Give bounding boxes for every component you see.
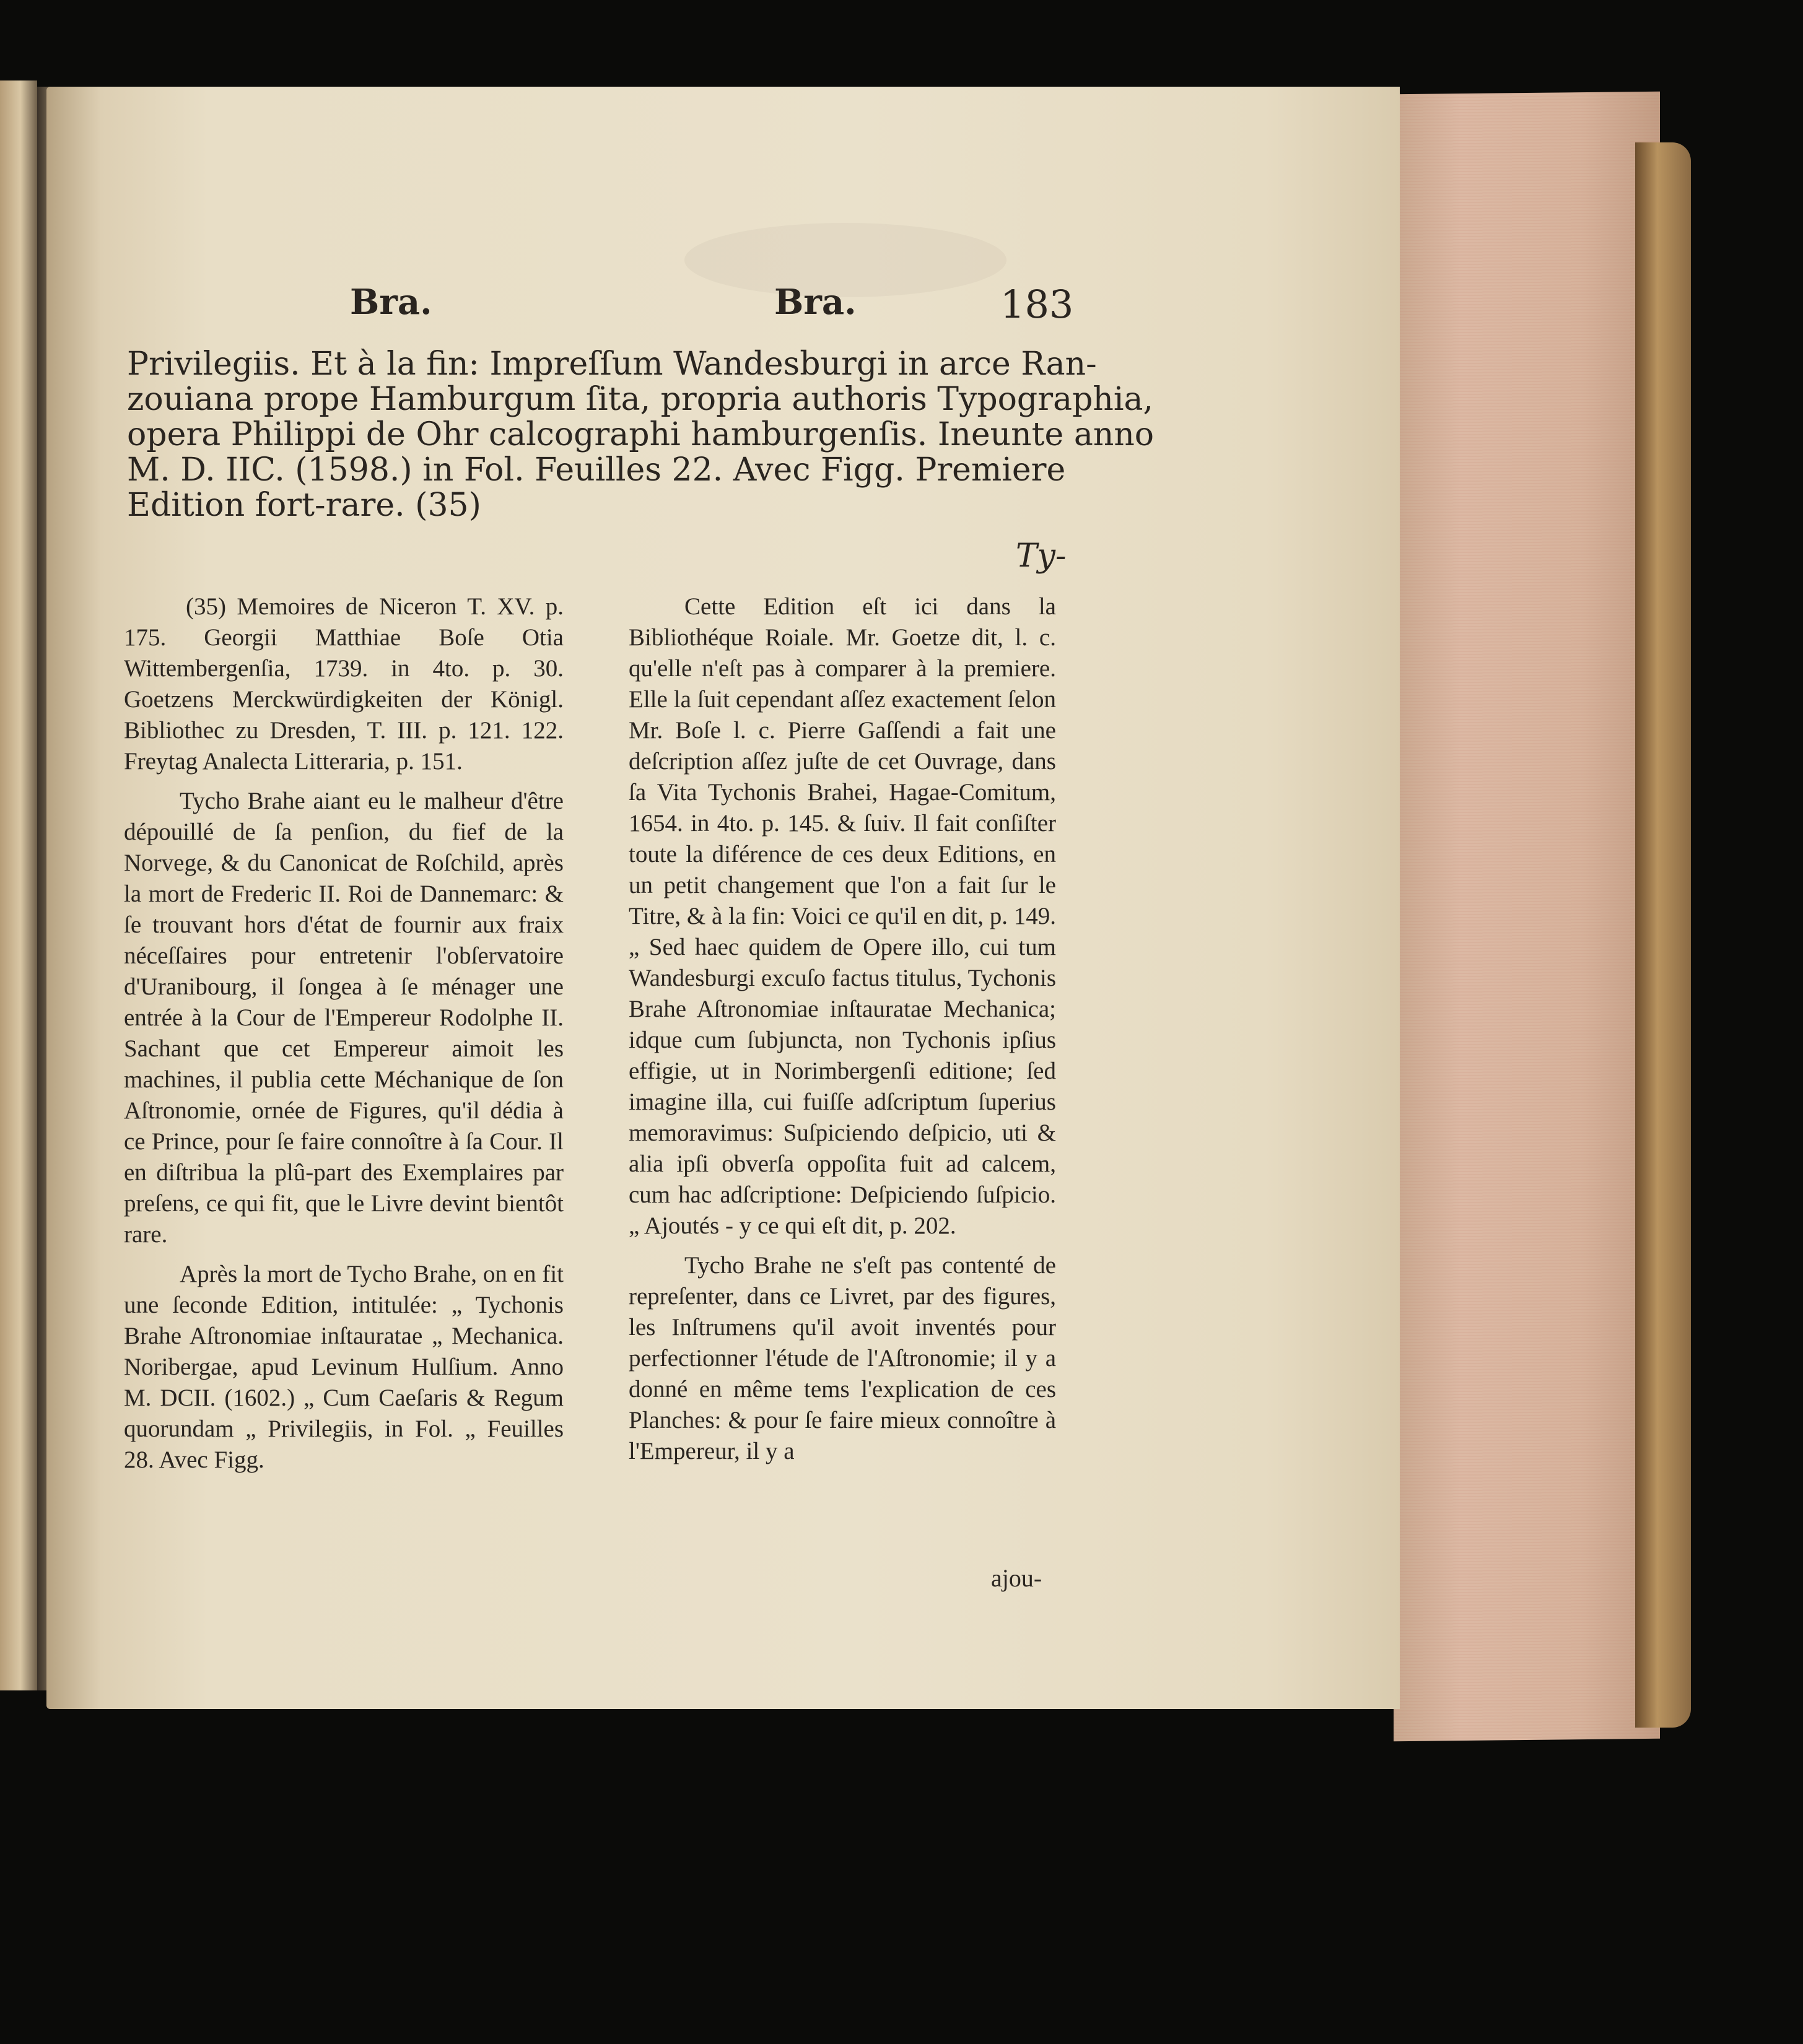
facing-page-edge [0, 80, 37, 1690]
running-head-center: Bra. [774, 282, 857, 323]
left-column [124, 591, 564, 1484]
entry-catchword: Ty- [1016, 537, 1067, 575]
entry-line: Privilegiis. Et à la fin: Impreſſum Wandesburgi in arce Ran- [127, 346, 1097, 383]
running-head-left: Bra. [350, 282, 432, 323]
right-paragraph-2: Tycho Brahe ne s'eſt pas contenté de repreſenter, dans ce Livret, par des figures, les Inſtrumens qu'il avoit inventés pour perfectionner l'étude de l'Aſtronomie; il y a donné en même tems l'explication de ces Planches: & pour ſe faire mieux connoître à l'Empereur, il y a [629, 1252, 1056, 1464]
bibliographic-entry [127, 346, 1155, 524]
left-paragraph-1: Tycho Brahe aiant eu le malheur d'être dépouillé de ſa penſion, du fief de la Norvege, & du Canonicat de Roſchild, après la mort de Frederic II. Roi de Dannemarc: & ſe trouvant hors d'état de fournir aux fraix néceſſaires pour entretenir l'obſervatoire d'Uranibourg, il ſongea à ſe ménager une entrée à la Cour de l'Empereur Rodolphe II. Sachant que cet Empereur aimoit les machines, il publia cette Méchanique de ſon Aſtronomie, ornée de Figures, qu'il dédia à ce Prince, pour ſe faire connoître à ſa Cour. Il en diſtribua la plû-part des Exemplaires par preſens, ce qui fit, que le Livre devint bientôt rare. [124, 788, 564, 1248]
right-paragraph-1: Cette Edition eſt ici dans la Bibliothéque Roiale. Mr. Goetze dit, l. c. qu'elle n'eſt pas à comparer à la premiere. Elle la ſuit cependant aſſez exactement ſelon Mr. Boſe l. c. Pierre Gaſſendi a fait une deſcription aſſez juſte de cet Ouvrage, dans ſa Vita Tychonis Brahei, Hagae-Comitum, 1654. in 4to. p. 145. & ſuiv. Il fait conſiſter toute la diférence de ces deux Editions, en un petit changement que l'on a fait ſur le Titre, & à la fin: Voici ce qu'il en dit, p. 149. „ Sed haec quidem de Opere illo, cui tum Wandesburgi excuſo factus titulus, Tychonis Brahe Aſtronomiae inſtauratae Mechanica; idque cum ſubjuncta, non Tychonis ipſius effigie, ut in Norimbergenſi editione; ſed imagine illa, cui fuiſſe adſcriptum ſuperius memoravimus: Suſpiciendo deſpicio, uti & alia ipſi obverſa oppoſita fuit ad calcem, cum hac adſcriptione: Deſpiciendo ſuſpicio. „ Ajoutés - y ce qui eſt dit, p. 202. [629, 593, 1056, 1239]
footnote-35: (35) Memoires de Niceron T. XV. p. 175. Georgii Matthiae Boſe Otia Wittembergenſia, 1739. in 4to. p. 30. Goetzens Merckwürdigkeiten der Königl. Bibliothec zu Dresden, T. III. p. 121. 122. Freytag Analecta Litteraria, p. 151. [124, 593, 564, 775]
entry-line: Edition fort-rare. (35) [127, 487, 481, 524]
entry-line: zouiana prope Hamburgum ſita, propria authoris Typographia, [127, 381, 1154, 418]
entry-line: M. D. IIC. (1598.) in Fol. Feuilles 22. Avec Figg. Premiere [127, 451, 1066, 489]
page-catchword: ajou- [991, 1564, 1042, 1592]
page-number: 183 [1000, 282, 1074, 327]
right-column [629, 591, 1056, 1476]
book-cover [1635, 142, 1691, 1728]
entry-line: opera Philippi de Ohr calcographi hamburgenſis. Ineunte anno [127, 416, 1155, 453]
page-edges [1394, 92, 1660, 1742]
left-paragraph-2: Après la mort de Tycho Brahe, on en fit une ſeconde Edition, intitulée: „ Tychonis Brahe Aſtronomiae inſtauratae „ Mechanica. Noribergae, apud Levinum Hulſium. Anno M. DCII. (1602.) „ Cum Caeſaris & Regum quorundam „ Privilegiis, in Fol. „ Feuilles 28. Avec Figg. [124, 1261, 564, 1473]
